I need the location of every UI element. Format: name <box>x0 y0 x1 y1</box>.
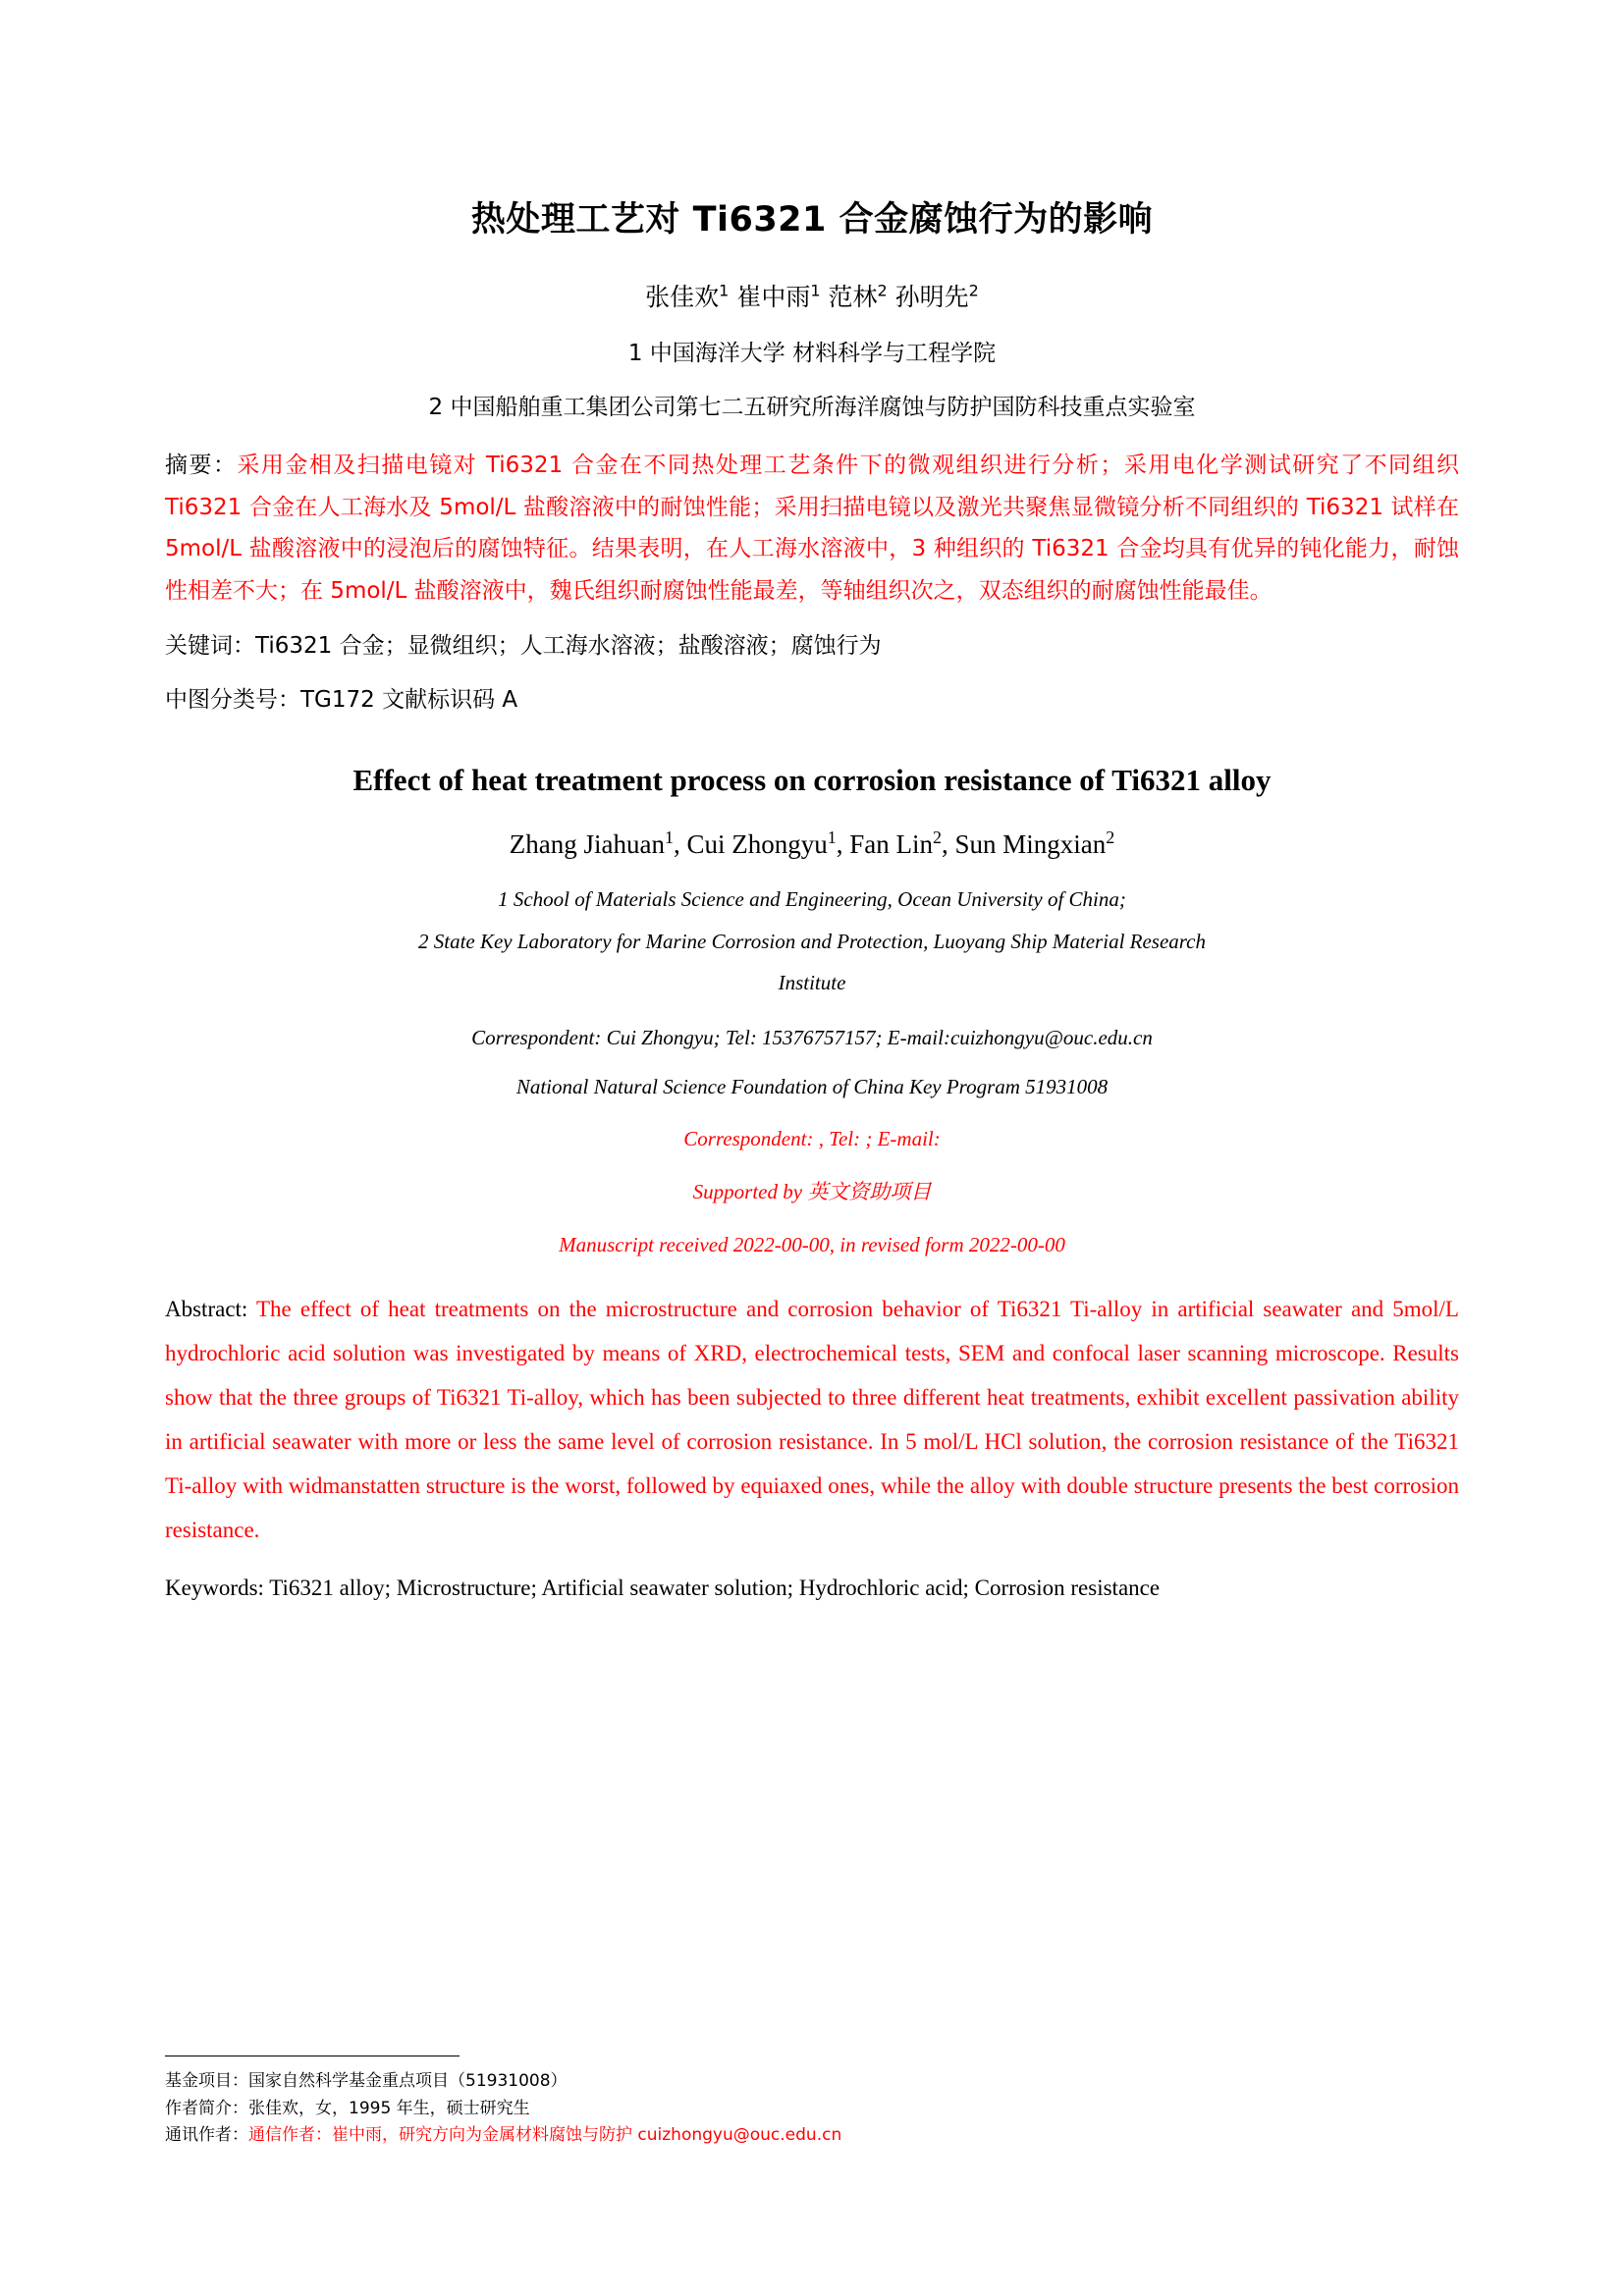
classification-number: 中图分类号：TG172 文献标识码 A <box>165 687 518 714</box>
footnote-author-bio-label: 作者简介： <box>165 2098 248 2118</box>
footnote-corresponding-author <box>165 2122 1461 2149</box>
abstract-english <box>165 1288 1459 1552</box>
affiliation-english-1: 1 School of Materials Science and Engineering, Ocean University of China; <box>498 886 1126 911</box>
author-english-4-sup: 2 <box>1106 827 1115 847</box>
author-english-3: Fan Lin <box>849 828 933 859</box>
authors-english: Zhang Jiahuan$^1$, Cui Zhongyu$^1$, Fan Lin$^2$, Sun Mingxian$^2$ <box>509 827 1115 859</box>
author-chinese-1-sup: 1 <box>719 281 730 300</box>
author-english-1: Zhang Jiahuan <box>509 828 665 859</box>
affiliation-english-2: 2 State Key Laboratory for Marine Corrosion and Protection, Luoyang Ship Material Research <box>417 929 1207 953</box>
page-title-chinese: 热处理工艺对 Ti6321 合金腐蚀行为的影响 <box>470 200 1154 240</box>
footnotes <box>165 2056 1461 2149</box>
supported-template-line: Supported by 英文资助项目 <box>692 1180 932 1204</box>
correspondent-line: Correspondent: Cui Zhongyu; Tel: 15376757157; E-mail:cuizhongyu@ouc.edu.cn <box>471 1026 1153 1050</box>
author-chinese-2-sup: 1 <box>810 281 821 300</box>
footnote-funding-label: 基金项目： <box>165 2071 248 2092</box>
footnote-funding <box>165 2068 1461 2095</box>
author-chinese-3: 范林 <box>828 283 878 311</box>
footnote-corresponding-author-label: 通讯作者： <box>165 2124 248 2145</box>
page-title-english: Effect of heat treatment process on corrosion resistance of Ti6321 alloy <box>352 763 1272 798</box>
keywords-english: Keywords: Ti6321 alloy; Microstructure; Artificial seawater solution; Hydrochloric acid; Corrosion resistance <box>165 1575 1161 1600</box>
affiliation-chinese-1: 1 中国海洋大学 材料科学与工程学院 <box>627 341 997 366</box>
footnote-author-bio <box>165 2096 1461 2122</box>
author-english-2: Cui Zhongyu <box>686 828 828 859</box>
footnote-funding-text: 国家自然科学基金重点项目（51931008） <box>248 2071 568 2092</box>
author-chinese-4: 孙明先 <box>894 283 969 311</box>
abstract-chinese-body: 采用金相及扫描电镜对 Ti6321 合金在不同热处理工艺条件下的微观组织进行分析；采用电化学测试研究了不同组织 Ti6321 合金在人工海水及 5mol/L 盐酸溶液中的耐蚀性能；采用扫描电镜以及激光共聚焦显微镜分析不同组织的 Ti6321 试样在 5mol/L 盐酸溶液中的浸泡后的腐蚀特征。结果表明，在人工海水溶液中，3 种组织的 Ti6321 合金均具有优异的钝化能力，耐蚀性相差不大；在 5mol/L 盐酸溶液中，魏氏组织耐腐蚀性能最差，等轴组织次之，双态组织的耐腐蚀性能最佳。 <box>165 453 1460 604</box>
footnote-corresponding-author-text: 通信作者：崔中雨，研究方向为金属材料腐蚀与防护 cuizhongyu@ouc.edu.cn <box>248 2124 842 2145</box>
affiliation-chinese-2: 2 中国船舶重工集团公司第七二五研究所海洋腐蚀与防护国防科技重点实验室 <box>428 395 1196 420</box>
author-chinese-2: 崔中雨 <box>736 283 811 311</box>
author-chinese-3-sup: 2 <box>877 281 888 300</box>
abstract-chinese-label: 摘要： <box>165 453 238 478</box>
author-chinese-1: 张佳欢 <box>645 283 720 311</box>
abstract-english-body: The effect of heat treatments on the microstructure and corrosion behavior of Ti6321 Ti-alloy in artificial seawater and 5mol/L hydrochloric acid solution was investigated by means of XRD, electrochemical tests, SEM and confocal laser scanning microscope. Results show that the three groups of Ti6321 Ti-alloy, which has been subjected to three different heat treatments, exhibit excellent passivation ability in artificial seawater with more or less the same level of corrosion resistance. In 5 mol/L HCl solution, the corrosion resistance of the Ti6321 Ti-alloy with widmanstatten structure is the worst, followed by equiaxed ones, while the alloy with double structure presents the best corrosion resistance. <box>165 1297 1459 1542</box>
keywords-chinese: 关键词：Ti6321 合金；显微组织；人工海水溶液；盐酸溶液；腐蚀行为 <box>165 633 882 660</box>
abstract-chinese <box>165 445 1459 612</box>
manuscript-received-line: Manuscript received 2022-00-00, in revised form 2022-00-00 <box>559 1232 1065 1256</box>
author-english-3-sup: 2 <box>932 827 942 847</box>
correspondent-template-line: Correspondent: , Tel: ; E-mail: <box>683 1127 941 1151</box>
foundation-line: National Natural Science Foundation of China Key Program 51931008 <box>515 1074 1109 1098</box>
affiliation-english-2-cont: Institute <box>778 971 846 995</box>
author-english-4: Sun Mingxian <box>954 828 1107 859</box>
author-chinese-4-sup: 2 <box>968 281 979 300</box>
author-english-2-sup: 1 <box>827 827 837 847</box>
authors-chinese <box>165 278 1459 313</box>
footnote-author-bio-text: 张佳欢，女，1995 年生，硕士研究生 <box>248 2098 530 2118</box>
abstract-english-label: Abstract: <box>165 1297 256 1322</box>
author-english-1-sup: 1 <box>664 827 674 847</box>
